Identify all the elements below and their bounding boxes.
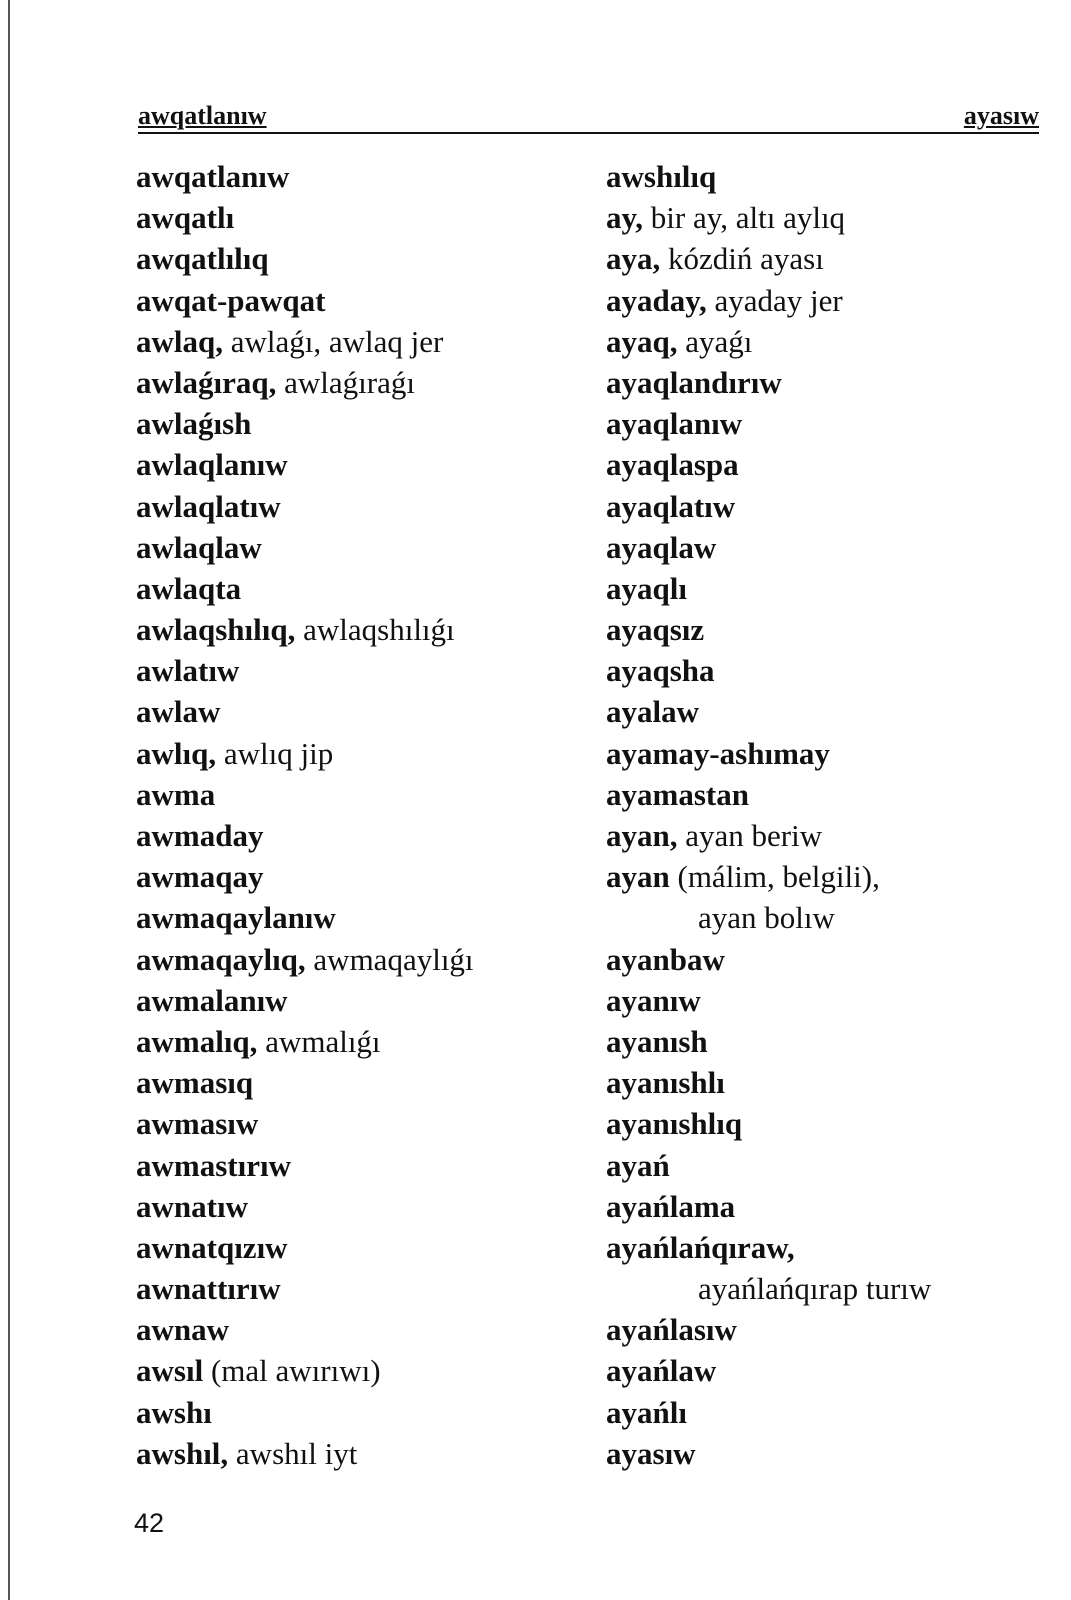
entry-headword: ayaday, <box>606 282 707 318</box>
entry-headword: awqatlılıq <box>136 241 269 277</box>
entry-example: awlaqshılıǵı <box>295 612 455 648</box>
dictionary-entry <box>606 815 931 856</box>
dictionary-entry <box>606 774 931 815</box>
entry-example: ayan bolıw <box>698 900 835 936</box>
scan-edge-line <box>8 0 10 1600</box>
dictionary-entry <box>606 1350 931 1391</box>
entry-headword: awqat-pawqat <box>136 282 326 318</box>
dictionary-entry <box>136 980 474 1021</box>
entry-headword: awmasıw <box>136 1106 259 1142</box>
entry-headword: ayaqlaspa <box>606 447 739 483</box>
entry-headword: ayanıshlı <box>606 1065 725 1101</box>
dictionary-entry <box>136 1227 474 1268</box>
dictionary-entry <box>606 197 931 238</box>
dictionary-entry <box>136 897 474 938</box>
dictionary-entry <box>136 527 474 568</box>
entry-headword: awmastırıw <box>136 1147 291 1183</box>
entry-headword: awlaqlanıw <box>136 447 288 483</box>
entry-headword: awmaday <box>136 818 264 853</box>
entry-headword: awlıq, <box>136 735 217 771</box>
entry-headword: ayaq, <box>606 323 678 359</box>
dictionary-entry <box>136 486 474 527</box>
dictionary-entry <box>136 197 474 238</box>
entry-headword: awlaqta <box>136 570 242 606</box>
entry-headword: awqatlı <box>136 200 235 236</box>
guide-word-left: awqatlanıw <box>138 101 267 130</box>
dictionary-entry <box>136 691 474 732</box>
dictionary-entry <box>136 815 474 856</box>
entry-headword: ayanısh <box>606 1023 708 1059</box>
dictionary-entry <box>136 1433 474 1474</box>
left-column <box>136 156 474 1474</box>
entry-headword: awlaǵısh <box>136 406 252 442</box>
entry-headword: awqatlanıw <box>136 159 290 194</box>
dictionary-entry <box>606 1433 931 1474</box>
entry-headword: awmasıq <box>136 1065 254 1101</box>
dictionary-entry <box>606 403 931 444</box>
dictionary-entry <box>606 1145 931 1186</box>
entry-headword: awmaqaylıq, <box>136 941 306 977</box>
entry-headword: awshılıq <box>606 159 717 194</box>
entry-headword: ayańlasıw <box>606 1312 737 1348</box>
dictionary-entry <box>136 280 474 321</box>
entry-example: bir ay, altı aylıq <box>643 200 846 236</box>
dictionary-entry <box>136 1268 474 1309</box>
entry-headword: ayań <box>606 1147 670 1183</box>
dictionary-entry <box>606 527 931 568</box>
entry-example: (málim, belgili), <box>669 859 880 895</box>
entry-headword: ayaqlı <box>606 570 687 606</box>
dictionary-entry <box>606 650 931 691</box>
right-column <box>606 156 931 1474</box>
entry-headword: awlaw <box>136 694 221 730</box>
entry-headword: ayasıw <box>606 1435 696 1471</box>
dictionary-entry <box>136 403 474 444</box>
entry-example: awshıl iyt <box>228 1435 358 1471</box>
dictionary-entry <box>606 856 931 897</box>
entry-headword: awnatıw <box>136 1188 248 1224</box>
dictionary-entry <box>606 1186 931 1227</box>
entry-headword: ayańlı <box>606 1394 687 1430</box>
entry-headword: awma <box>136 776 216 812</box>
entry-example: awlaǵı, awlaq jer <box>223 323 444 359</box>
dictionary-entry <box>136 238 474 279</box>
entry-headword: awmalıq, <box>136 1023 258 1059</box>
entry-example: ayaǵı <box>677 323 753 359</box>
dictionary-entry <box>136 939 474 980</box>
dictionary-entry <box>136 444 474 485</box>
dictionary-entry <box>606 321 931 362</box>
entry-example: awmaqaylıǵı <box>305 941 474 977</box>
dictionary-entry <box>606 1103 931 1144</box>
entry-headword: ayańlańqıraw, <box>606 1229 795 1265</box>
entry-headword: aya, <box>606 241 661 277</box>
entry-example: ayan beriw <box>677 818 823 853</box>
entry-headword: ayanıshlıq <box>606 1106 743 1142</box>
entry-headword: ayaqlatıw <box>606 488 736 524</box>
dictionary-entry <box>136 774 474 815</box>
entry-headword: awlaq, <box>136 323 223 359</box>
entry-headword: ayalaw <box>606 694 699 730</box>
entry-headword: ayamastan <box>606 776 749 812</box>
dictionary-entry <box>606 897 931 938</box>
dictionary-entry <box>606 691 931 732</box>
dictionary-entry <box>606 609 931 650</box>
dictionary-entry <box>606 939 931 980</box>
dictionary-entry <box>136 1392 474 1433</box>
entry-headword: awmaqay <box>136 859 264 895</box>
dictionary-entry <box>136 1145 474 1186</box>
dictionary-entry <box>136 1309 474 1350</box>
guide-word-right: ayasıw <box>963 101 1039 130</box>
dictionary-entry <box>136 1062 474 1103</box>
entry-headword: awlaqlaw <box>136 529 262 565</box>
dictionary-entry <box>606 1309 931 1350</box>
entry-headword: ayaqsha <box>606 653 715 689</box>
dictionary-entry <box>136 609 474 650</box>
entry-example: ayańlańqırap turıw <box>698 1271 932 1307</box>
running-header <box>138 98 1039 134</box>
entry-headword: awlaqlatıw <box>136 488 281 524</box>
dictionary-entry <box>136 1103 474 1144</box>
dictionary-entry <box>136 1021 474 1062</box>
entry-headword: awmalanıw <box>136 982 288 1018</box>
entry-headword: ayaqsız <box>606 612 705 648</box>
dictionary-entry <box>606 486 931 527</box>
entry-headword: awshıl, <box>136 1435 229 1471</box>
entry-example: kózdiń ayası <box>660 241 824 277</box>
entry-example: (mal awırıwı) <box>203 1353 381 1389</box>
dictionary-entry <box>136 568 474 609</box>
entry-example: awmalıǵı <box>257 1023 381 1059</box>
entry-headword: ayanıw <box>606 982 701 1018</box>
entry-headword: awnatqızıw <box>136 1229 288 1265</box>
dictionary-entry <box>136 650 474 691</box>
entry-example: ayaday jer <box>706 282 843 318</box>
dictionary-entry <box>606 1227 931 1268</box>
entry-headword: ay, <box>606 200 644 236</box>
dictionary-entry <box>136 1186 474 1227</box>
entry-headword: awmaqaylanıw <box>136 900 336 936</box>
entry-headword: ayan <box>606 859 670 895</box>
page-number: 42 <box>134 1508 165 1538</box>
entry-headword: awshı <box>136 1394 212 1430</box>
entry-headword: awnattırıw <box>136 1271 281 1307</box>
entry-headword: awlaqshılıq, <box>136 612 296 648</box>
dictionary-entry <box>606 280 931 321</box>
dictionary-entry <box>606 1268 931 1309</box>
dictionary-entry <box>606 1021 931 1062</box>
dictionary-entry <box>136 856 474 897</box>
entry-headword: ayańlama <box>606 1188 736 1224</box>
dictionary-entry <box>606 1392 931 1433</box>
entry-headword: ayańlaw <box>606 1353 717 1389</box>
dictionary-entry <box>606 444 931 485</box>
dictionary-entry <box>606 238 931 279</box>
entry-headword: awsıl <box>136 1353 204 1389</box>
dictionary-entry <box>606 568 931 609</box>
dictionary-entry <box>606 980 931 1021</box>
entry-headword: awlaǵıraq, <box>136 364 277 400</box>
dictionary-entry <box>136 1350 474 1391</box>
dictionary-entry <box>606 156 931 197</box>
dictionary-entry <box>136 733 474 774</box>
dictionary-entry <box>606 733 931 774</box>
entry-example: awlaǵıraǵı <box>276 364 415 400</box>
entry-headword: ayan, <box>606 818 678 853</box>
dictionary-entry <box>136 156 474 197</box>
entry-headword: ayaqlaw <box>606 529 717 565</box>
entry-headword: ayanbaw <box>606 941 725 977</box>
dictionary-entry <box>606 362 931 403</box>
entry-example: awlıq jip <box>216 735 334 771</box>
dictionary-entry <box>606 1062 931 1103</box>
entry-headword: awnaw <box>136 1312 230 1348</box>
entry-headword: ayaqlanıw <box>606 406 743 442</box>
entry-headword: ayaqlandırıw <box>606 364 782 400</box>
entry-headword: ayamay-ashımay <box>606 735 830 771</box>
entry-headword: awlatıw <box>136 653 240 689</box>
dictionary-entry <box>136 362 474 403</box>
dictionary-entry <box>136 321 474 362</box>
